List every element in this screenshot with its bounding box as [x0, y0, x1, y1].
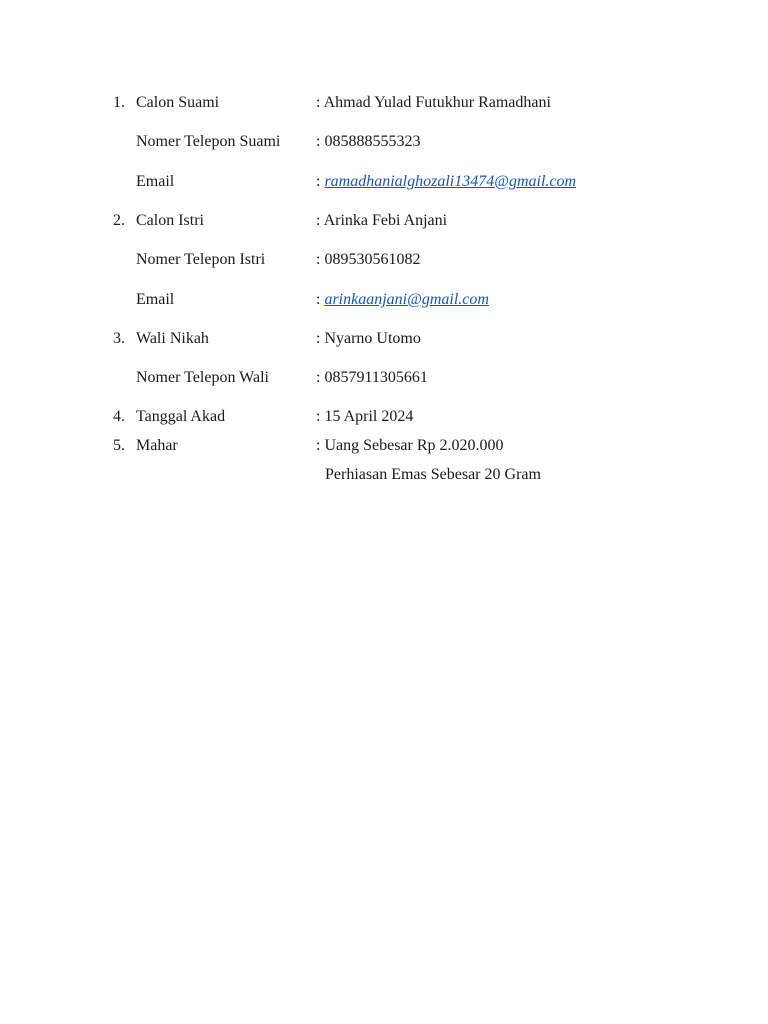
item-number: 5. [113, 437, 125, 454]
groom-phone-label: Nomer Telepon Suami [136, 133, 281, 150]
guardian-phone-row [0, 367, 768, 389]
bride-email-row [0, 289, 768, 311]
dowry-row-continued [0, 464, 768, 486]
groom-email-value-wrapper [316, 171, 576, 193]
groom-email-label: Email [136, 173, 175, 190]
groom-phone-row [0, 131, 768, 153]
groom-email-colon: : [316, 173, 325, 190]
guardian-phone-value: : 0857911305661 [316, 369, 428, 386]
bride-email-link[interactable]: arinkaanjani@gmail.com [324, 291, 489, 308]
item-number: 2. [113, 212, 125, 229]
akad-date-value: : 15 April 2024 [316, 408, 414, 425]
bride-name-value: : Arinka Febi Anjani [316, 212, 448, 229]
guardian-name-row [0, 328, 768, 350]
bride-email-value-wrapper [316, 289, 489, 311]
bride-email-colon: : [316, 291, 325, 308]
akad-date-row [0, 406, 768, 428]
item-number: 3. [113, 330, 125, 347]
groom-email-link[interactable]: ramadhanialghozali13474@gmail.com [324, 173, 577, 190]
akad-date-label: Tanggal Akad [136, 408, 226, 425]
bride-name-label: Calon Istri [136, 212, 204, 229]
item-number: 4. [113, 408, 125, 425]
item-number: 1. [113, 94, 125, 111]
groom-name-label: Calon Suami [136, 94, 220, 111]
groom-name-row [0, 92, 768, 114]
groom-email-row [0, 171, 768, 193]
dowry-value: : Uang Sebesar Rp 2.020.000 [316, 437, 504, 454]
guardian-name-value: : Nyarno Utomo [316, 330, 421, 347]
guardian-phone-label: Nomer Telepon Wali [136, 369, 269, 386]
groom-phone-value: : 085888555323 [316, 133, 421, 150]
dowry-row [0, 435, 768, 457]
dowry-value-line2: Perhiasan Emas Sebesar 20 Gram [325, 466, 541, 483]
bride-phone-row [0, 249, 768, 271]
bride-phone-label: Nomer Telepon Istri [136, 251, 266, 268]
guardian-name-label: Wali Nikah [136, 330, 209, 347]
bride-email-label: Email [136, 291, 175, 308]
dowry-label: Mahar [136, 437, 178, 454]
bride-phone-value: : 089530561082 [316, 251, 421, 268]
bride-name-row [0, 210, 768, 232]
groom-name-value: : Ahmad Yulad Futukhur Ramadhani [316, 94, 551, 111]
